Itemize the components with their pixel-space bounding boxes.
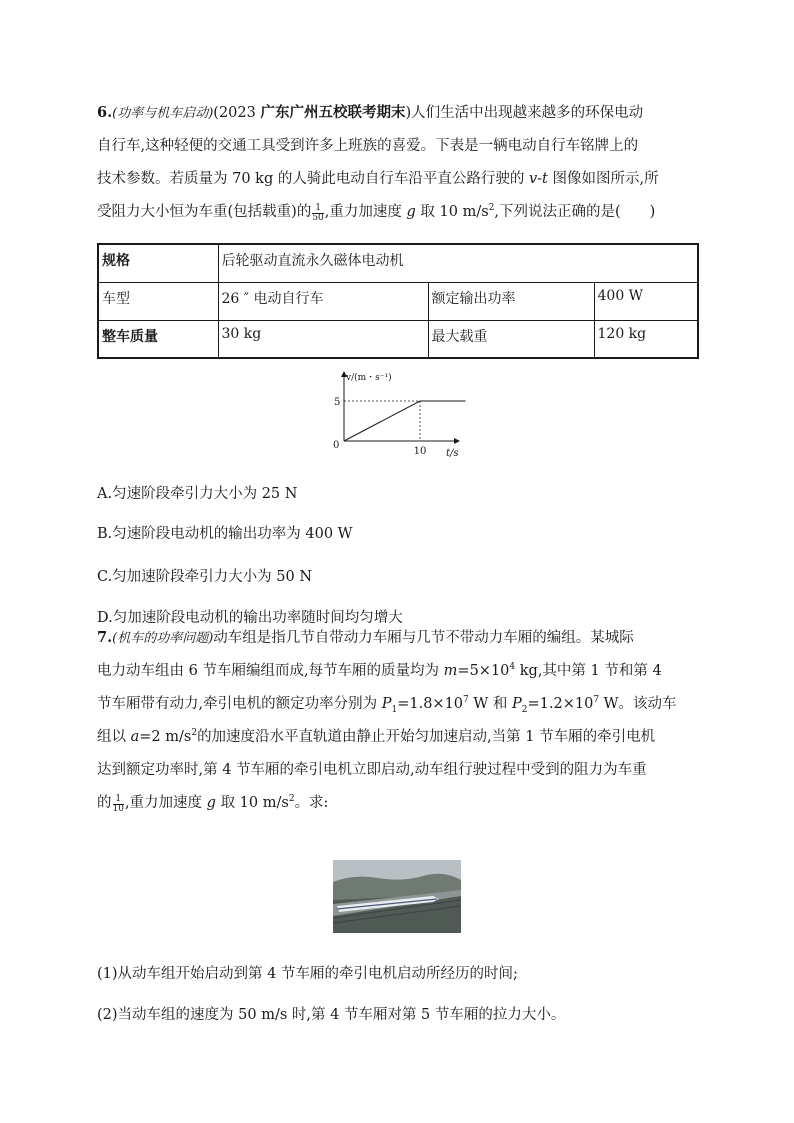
stem-text: W。该动车 [599,696,677,712]
table-cell-label: 最大载重 [428,320,594,358]
option-c[interactable]: C.匀加速阶段牵引力大小为 50 N [97,569,313,585]
question-7-line-2 [97,655,697,688]
stem-text: 取 10 m/s [215,795,289,811]
superscript: 4 [509,662,516,673]
stem-text: 电力动车组由 6 节车厢编组而成,每节车厢的质量均为 [97,663,444,679]
exam-source: 广东广州五校联考期末 [260,104,406,121]
superscript: 2 [488,203,495,214]
stem-text: kg,其中第 1 节和第 4 [515,663,662,679]
question-6-line-1 [97,96,697,130]
fraction-numerator: 1 [312,204,323,214]
question-6-line-2: 自行车,这种轻便的交通工具受到许多上班族的喜爱。下表是一辆电动自行车铭牌上的 [97,138,639,154]
stem-text: 的 [97,795,112,811]
spec-table [97,243,699,359]
superscript: 7 [463,695,469,706]
table-cell-value: 30 kg [218,320,428,358]
variable: v-t [528,171,548,187]
question-number: 7. [97,629,113,646]
train-photo [333,860,461,933]
superscript: 2 [288,794,295,805]
source-suffix: ) [405,105,412,121]
subscript: 1 [391,704,398,715]
origin-label: 0 [333,440,340,451]
stem-text: 组以 [97,729,131,745]
y-axis-label: v/(m・s⁻¹) [346,373,392,383]
topic-tag: (机车的功率问题) [112,631,214,646]
table-cell-value: 后轮驱动直流永久磁体电动机 [218,244,698,282]
sub-question-1: (1)从动车组开始启动到第 4 节车厢的牵引电机启动所经历的时间; [97,966,518,982]
table-cell-label: 整车质量 [98,320,218,358]
stem-text: 取 10 m/s [415,204,489,220]
option-a[interactable]: A.匀速阶段牵引力大小为 25 N [97,486,298,502]
vt-chart [326,368,466,460]
stem-text: ,下列说法正确的是( ) [494,204,656,220]
y-tick-label: 5 [334,397,341,408]
stem-text: 。求: [294,795,329,811]
stem-text: =1.2×10 [527,696,594,712]
table-row [98,282,698,320]
x-tick-label: 10 [413,446,427,457]
topic-tag: (功率与机车启动) [112,106,214,121]
stem-text: ,重力加速度 [124,795,207,811]
superscript: 7 [593,695,600,706]
table-cell-value: 120 kg [594,320,698,358]
question-7-line-3 [97,688,697,721]
option-b[interactable]: B.匀速阶段电动机的输出功率为 400 W [97,526,353,542]
stem-text: 节车厢带有动力,牵引电机的额定功率分别为 [97,696,382,712]
superscript: 2 [191,728,198,739]
stem-text: 的加速度沿水平直轨道由静止开始匀加速启动,当第 1 节车厢的牵引电机 [197,729,656,745]
question-number: 6. [97,104,113,121]
stem-text: 图像如图所示,所 [547,171,659,187]
table-cell-label: 额定输出功率 [428,282,594,320]
question-7-line-1 [97,621,697,655]
question-7-line-5: 达到额定功率时,第 4 节车厢的牵引电机立即启动,动车组行驶过程中受到的阻力为车重 [97,762,647,778]
variable: g [406,204,416,220]
table-cell-value: 26 ″ 电动自行车 [218,282,428,320]
question-7-line-4 [97,721,697,754]
fraction-numerator: 1 [113,795,124,805]
variable: P [512,696,522,712]
stem-text: 动车组是指几节自带动力车厢与几节不带动力车厢的编组。某城际 [213,630,634,646]
stem-text: =5×10 [457,663,510,679]
fraction-denominator: 10 [112,804,124,814]
question-6-stem [97,96,697,229]
option-d[interactable]: D.匀加速阶段电动机的输出功率随时间均匀增大 [97,610,403,626]
question-6-line-4 [97,196,697,229]
variable: a [130,729,140,745]
sub-question-2: (2)当动车组的速度为 50 m/s 时,第 4 节车厢对第 5 节车厢的拉力大小。 [97,1007,566,1023]
stem-text: 受阻力大小恒为车重(包括载重)的 [97,204,312,220]
fraction [113,795,124,814]
table-cell-value: 400 W [594,282,698,320]
stem-text: =2 m/s [139,729,192,745]
question-7-line-6 [97,787,697,820]
question-7-stem [97,621,697,820]
variable: m [443,663,458,679]
table-cell-label: 规格 [98,244,218,282]
variable: g [206,795,216,811]
table-row [98,320,698,358]
question-6-line-3 [97,163,697,196]
variable: P [381,696,392,712]
train-photo-illustration [333,860,461,933]
fraction-denominator: 50 [312,213,324,223]
table-row [98,244,698,282]
stem-text: 人们生活中出现越来越多的环保电动 [411,105,644,121]
source-prefix: (2023 [213,105,261,121]
fraction [312,204,323,223]
x-axis-label: t/s [446,448,459,459]
table-cell-label: 车型 [98,282,218,320]
stem-text: W 和 [468,696,512,712]
subscript: 2 [521,704,528,715]
stem-text: =1.8×10 [397,696,464,712]
series-line [344,401,466,441]
stem-text: 技术参数。若质量为 70 kg 的人骑此电动自行车沿平直公路行驶的 [97,171,529,187]
stem-text: ,重力加速度 [324,204,407,220]
